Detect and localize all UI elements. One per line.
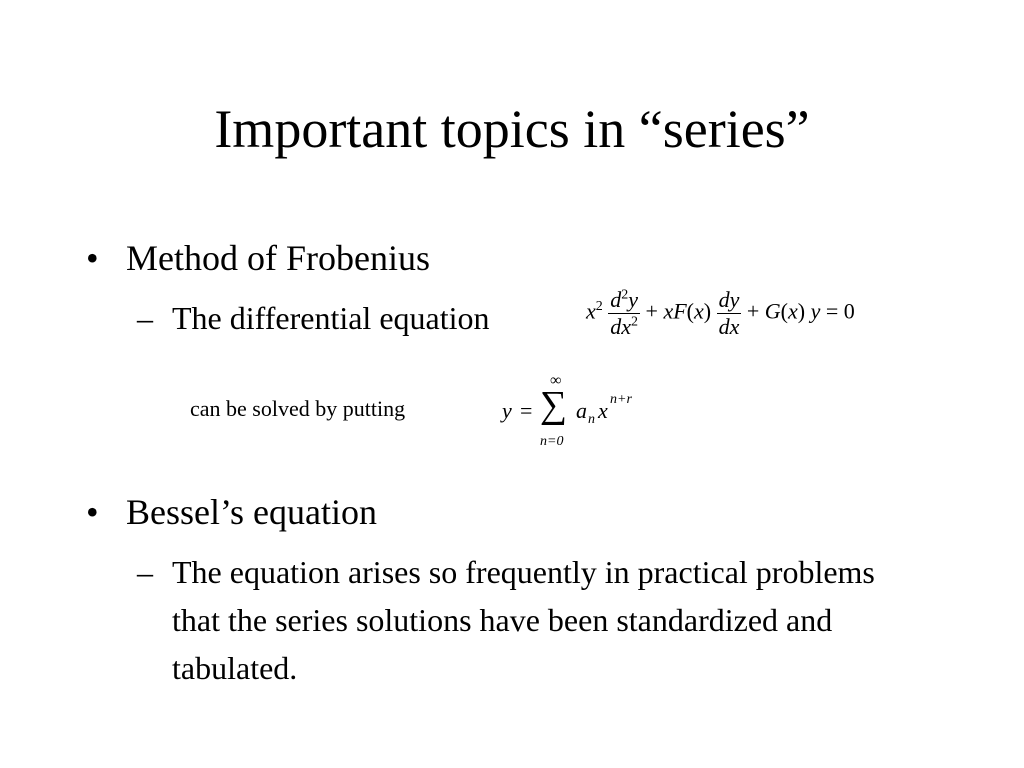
infinity-symbol: ∞ (550, 372, 562, 389)
series-solution: y = ∞ ∑ n=0 a n x n+r (502, 372, 632, 449)
bullet-label: Bessel’s equation (126, 492, 377, 532)
first-derivative-fraction: $\frac{dy}{dx}$ (718, 287, 740, 339)
sum-lower-limit: n=0 (540, 434, 564, 449)
sub-bullet-marker: – (137, 554, 153, 590)
sub-bullet-text: The equation arises so frequently in practical problems that the series solutions have been standardized and tabulated. (172, 554, 875, 686)
frobenius-equation: $x^2$ $\frac{d^2y}{dx^2}$ + xF(x) $\frac{dy}{dx}$ + G(x) y = 0 (586, 287, 855, 339)
sub-bullet-marker: – (137, 300, 153, 336)
second-derivative-fraction: $\frac{d^2y}{dx^2}$ (610, 287, 639, 339)
sub-bullet-text: The differential equation (172, 300, 490, 336)
bullet-marker: • (86, 238, 99, 278)
summation-symbol: ∑ (540, 384, 568, 426)
slide-title: Important topics in “series” (214, 99, 810, 159)
bullet-marker: • (86, 492, 99, 532)
bullet-label: Method of Frobenius (126, 238, 430, 278)
frobenius-note: can be solved by putting (190, 396, 406, 421)
